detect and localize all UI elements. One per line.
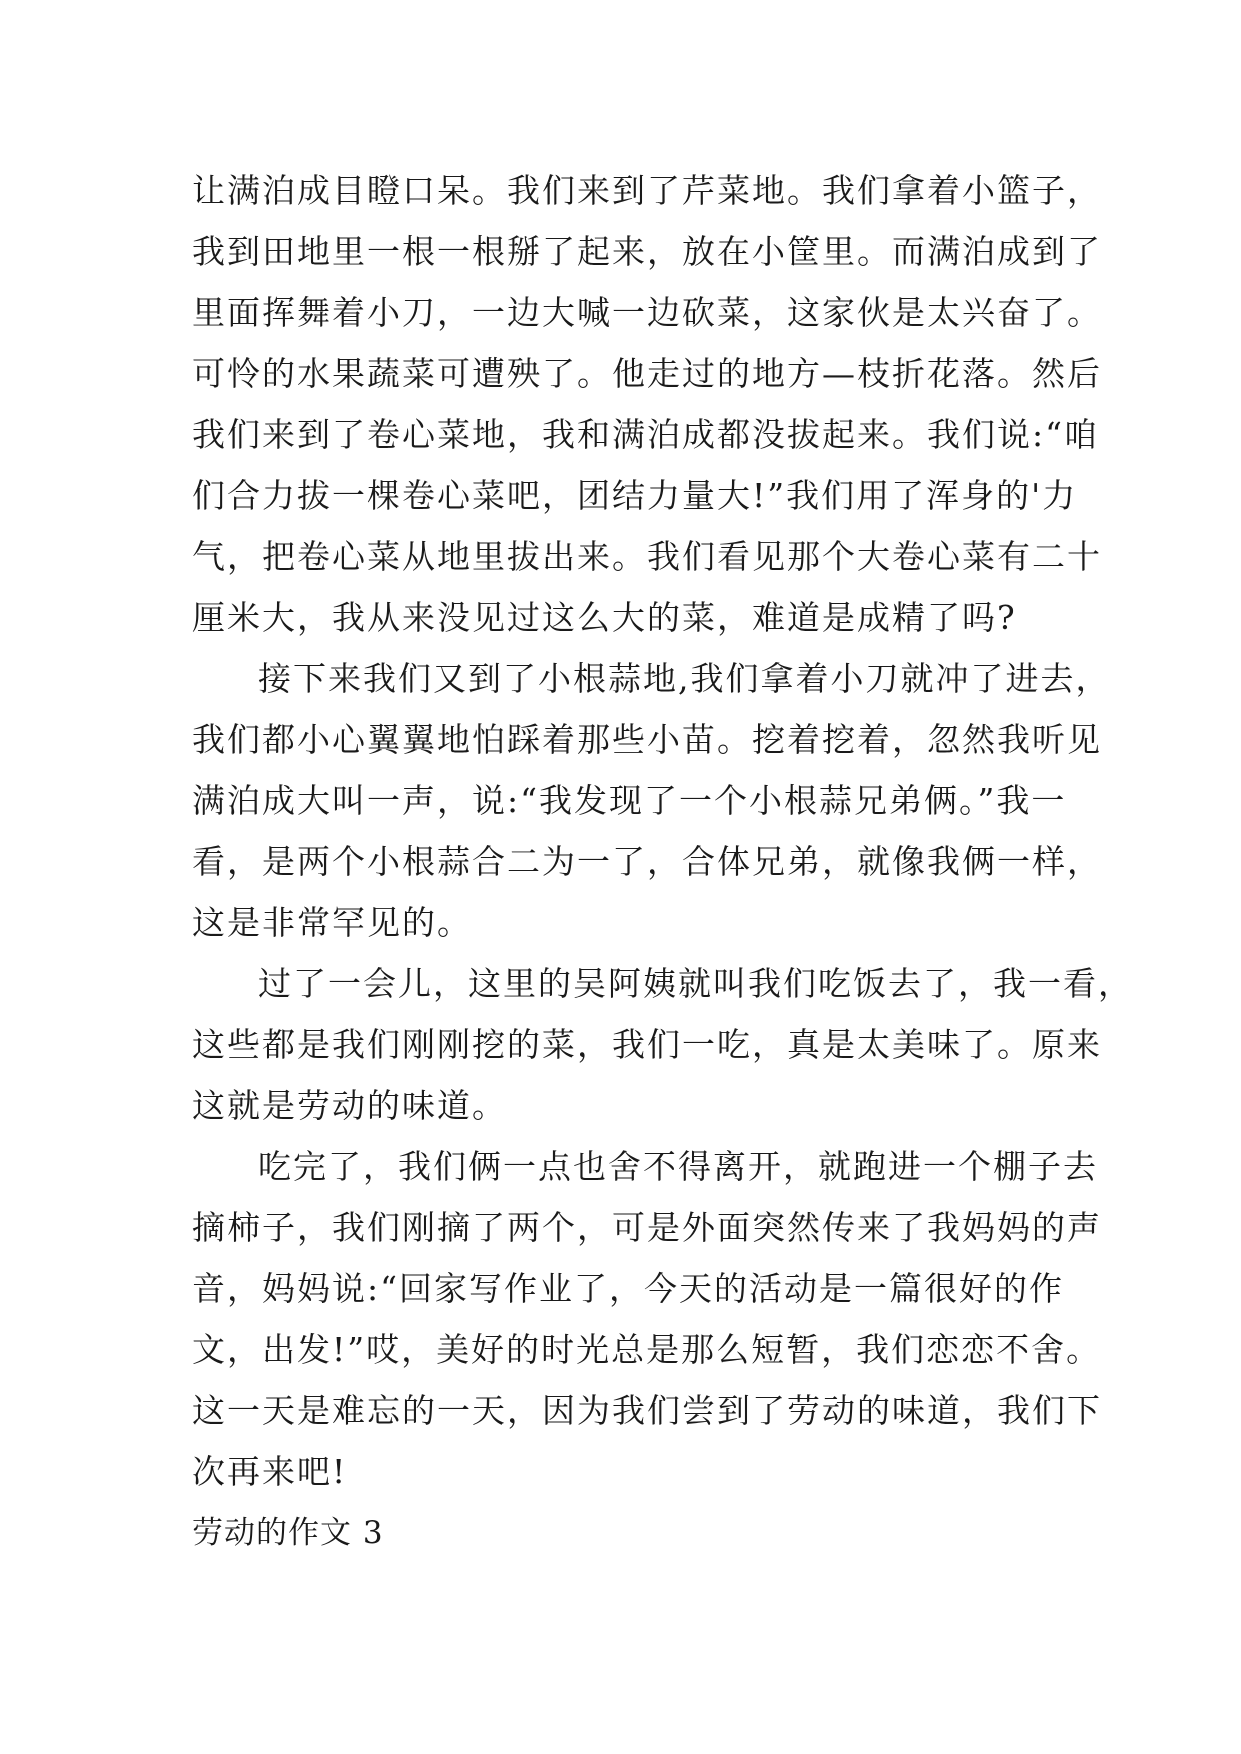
- paragraph: [192, 1136, 1102, 1502]
- text-line: 看，是两个小根蒜合二为一了，合体兄弟，就像我俩一样，: [192, 842, 1102, 881]
- text-line: 我们都小心翼翼地怕踩着那些小苗。挖着挖着，忽然我听见: [192, 720, 1102, 759]
- text-line: 让满泊成目瞪口呆。我们来到了芹菜地。我们拿着小篮子，: [192, 171, 1102, 210]
- text-line: 摘柿子，我们刚摘了两个，可是外面突然传来了我妈妈的声: [192, 1208, 1102, 1247]
- paragraph: [192, 953, 1133, 1136]
- text-line: 这些都是我们刚刚挖的菜，我们一吃，真是太美味了。原来: [192, 1025, 1102, 1064]
- text-line: 我到田地里一根一根掰了起来，放在小筐里。而满泊成到了: [192, 232, 1102, 271]
- text-line: 我们来到了卷心菜地，我和满泊成都没拔起来。我们说:“咱: [192, 415, 1099, 454]
- text-line: 们合力拔一棵卷心菜吧，团结力量大!”我们用了浑身的'力: [192, 476, 1078, 515]
- paragraph: [192, 160, 1102, 648]
- text-line: 接下来我们又到了小根蒜地,我们拿着小刀就冲了进去，: [258, 659, 1111, 698]
- text-line: 可怜的水果蔬菜可遭殃了。他走过的地方—枝折花落。然后: [192, 354, 1102, 393]
- text-line: 这一天是难忘的一天，因为我们尝到了劳动的味道，我们下: [192, 1391, 1102, 1430]
- paragraph: [192, 648, 1111, 953]
- text-line: 满泊成大叫一声，说:“我发现了一个小根蒜兄弟俩。”我一: [192, 781, 1067, 820]
- text-line: 这就是劳动的味道。: [192, 1086, 507, 1125]
- text-line: 音，妈妈说:“回家写作业了，今天的活动是一篇很好的作: [192, 1269, 1064, 1308]
- text-line: 过了一会儿，这里的吴阿姨就叫我们吃饭去了，我一看，: [258, 964, 1133, 1003]
- text-line: 这是非常罕见的。: [192, 903, 472, 942]
- text-line: 吃完了，我们俩一点也舍不得离开，就跑进一个棚子去: [258, 1147, 1098, 1186]
- text-line: 文，出发!”哎，美好的时光总是那么短暂，我们恋恋不舍。: [192, 1330, 1102, 1369]
- text-line: 气，把卷心菜从地里拔出来。我们看见那个大卷心菜有二十: [192, 537, 1102, 576]
- section-heading: 劳动的作文 3: [192, 1515, 384, 1551]
- essay-body: [192, 160, 1133, 1502]
- text-line: 厘米大，我从来没见过这么大的菜，难道是成精了吗?: [192, 598, 1017, 637]
- text-line: 里面挥舞着小刀，一边大喊一边砍菜，这家伙是太兴奋了。: [192, 293, 1102, 332]
- text-line: 次再来吧!: [192, 1452, 348, 1491]
